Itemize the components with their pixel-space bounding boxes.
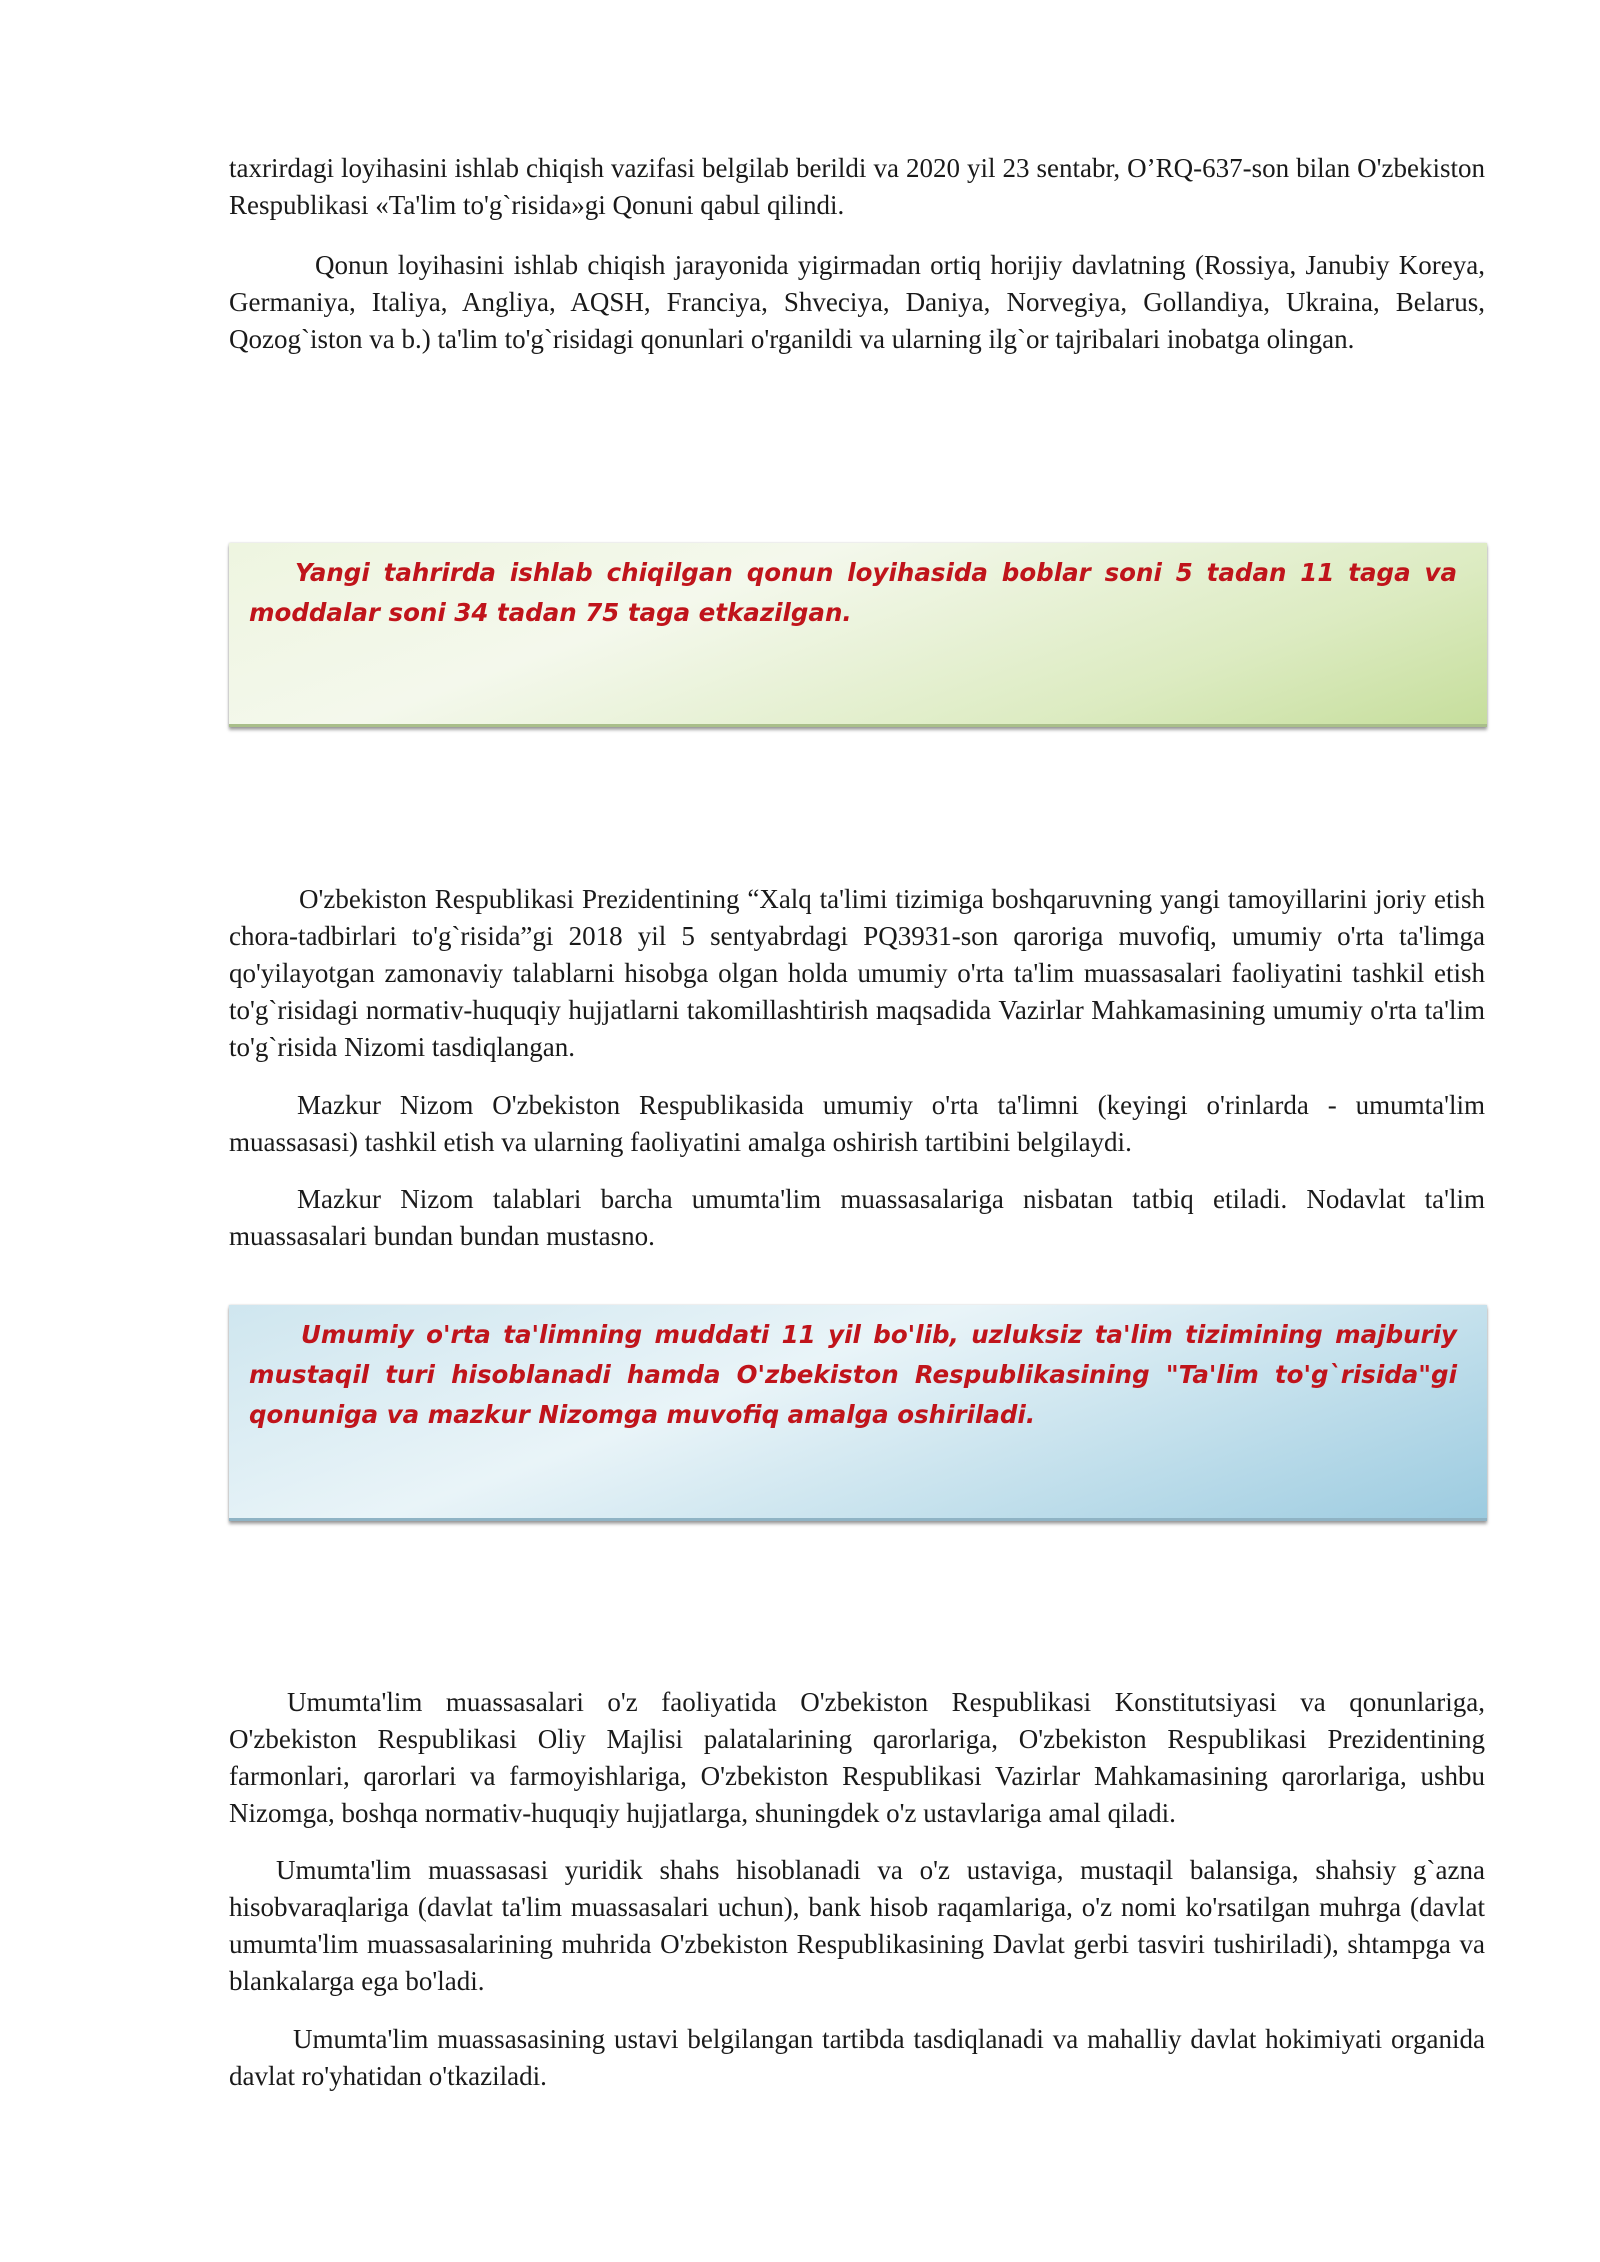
callout-chapters-articles	[229, 543, 1487, 727]
callout-chapters-articles-text: Yangi tahrirda ishlab chiqilgan qonun loyihasida boblar soni 5 tadan 11 taga va moddalar soni 34 tadan 75 taga etkazilgan.	[249, 558, 1457, 627]
paragraph-legal-basis: Umumta'lim muassasalari o'z faoliyatida O'zbekiston Respublikasi Konstitutsiyasi va qonunlariga, O'zbekiston Respublikasi Oliy Majlisi palatalarining qarorlariga, O'zbekiston Respublikasi Prezidentining farmonlari, qarorlari va farmoyishlariga, O'zbekiston Respublikasi Vazirlar Mahkamasining qarorlariga, ushbu Nizomga, boshqa normativ-huquqiy hujjatlarga, shuningdek o'z ustavlariga amal qiladi.	[229, 1687, 1485, 1828]
paragraph-presidential-decree: O'zbekiston Respublikasi Prezidentining “Xalq ta'limi tizimiga boshqaruvning yangi tamoyillarini joriy etish chora-tadbirlari to'g`risida”gi 2018 yil 5 sentyabrdagi PQ3931-son qaroriga muvofiq, umumiy o'rta ta'limga qo'yilayotgan zamonaviy talablarni hisobga olgan holda umumiy o'rta ta'lim muassasalari faoliyatini tashkil etish to'g`risidagi normativ-huquqiy hujjatlarni takomillashtirish maqsadida Vazirlar Mahkamasining umumiy o'rta ta'lim to'g`risida Nizomi tasdiqlangan.	[229, 884, 1485, 1062]
paragraph-nizom-scope: Mazkur Nizom O'zbekiston Respublikasida umumiy o'rta ta'limni (keyingi o'rinlarda - umumta'lim muassasasi) tashkil etish va ularning faoliyatini amalga oshirish tartibini belgilaydi.	[229, 1090, 1485, 1157]
paragraph-law-adoption: taxrirdagi loyihasini ishlab chiqish vazifasi belgilab berildi va 2020 yil 23 sentabr, O’RQ-637-son bilan O'zbekiston Respublikasi «Ta'lim to'g`risida»gi Qonuni qabul qilindi.	[229, 153, 1485, 220]
paragraph-nizom-requirements: Mazkur Nizom talablari barcha umumta'lim muassasalariga nisbatan tatbiq etiladi. Nodavlat ta'lim muassasalari bundan bundan mustasno.	[229, 1184, 1485, 1251]
paragraph-charter-registration: Umumta'lim muassasasining ustavi belgilangan tartibda tasdiqlanadi va mahalliy davlat hokimiyati organida davlat ro'yhatidan o'tkaziladi.	[229, 2024, 1485, 2091]
paragraph-legal-entity: Umumta'lim muassasasi yuridik shahs hisoblanadi va o'z ustaviga, mustaqil balansiga, shahsiy g`azna hisobvaraqlariga (davlat ta'lim muassasalari uchun), bank hisob raqamlariga, o'z nomi ko'rsatilgan muhrga (davlat umumta'lim muassasalarining muhrida O'zbekiston Respublikasining Davlat gerbi tasviri tushiriladi), shtampga va blankalarga ega bo'ladi.	[229, 1855, 1485, 1996]
callout-education-duration	[229, 1305, 1487, 1521]
callout-education-duration-text: Umumiy o'rta ta'limning muddati 11 yil bo'lib, uzluksiz ta'lim tizimining majburiy mustaqil turi hisoblanadi hamda O'zbekiston Respublikasining "Ta'lim to'g`risida"gi qonuniga va mazkur Nizomga muvofiq amalga oshiriladi.	[249, 1320, 1457, 1429]
paragraph-foreign-laws: Qonun loyihasini ishlab chiqish jarayonida yigirmadan ortiq horijiy davlatning (Rossiya, Janubiy Koreya, Germaniya, Italiya, Angliya, AQSH, Franciya, Shveciya, Daniya, Norvegiya, Gollandiya, Ukraina, Belarus, Qozog`iston va b.) ta'lim to'g`risidagi qonunlari o'rganildi va ularning ilg`or tajribalari inobatga olingan.	[229, 250, 1485, 354]
